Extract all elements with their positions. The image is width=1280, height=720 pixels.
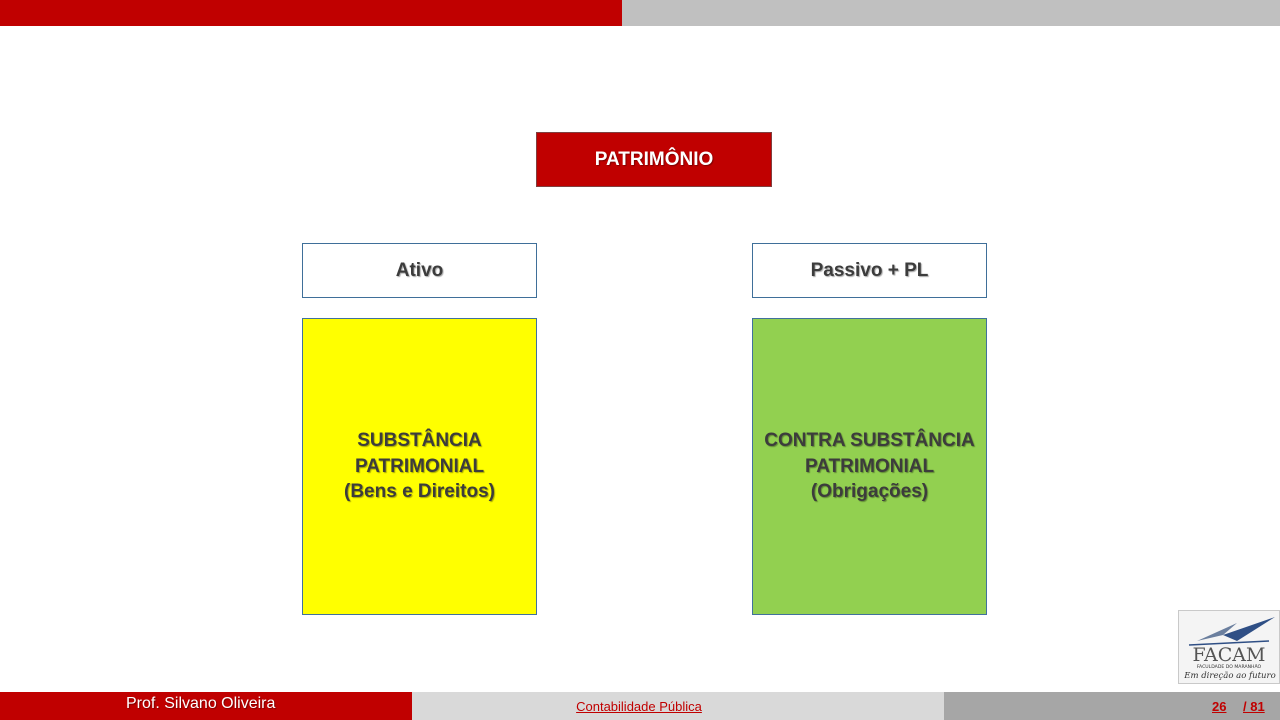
ativo-heading: Ativo <box>395 259 444 281</box>
contra-substancia-line-2: PATRIMONIAL <box>804 455 935 477</box>
substancia-box <box>302 318 537 615</box>
contra-substancia-line-3: (Obrigações) <box>810 481 929 503</box>
top-bar-gray <box>622 0 1280 26</box>
logo-tagline: Em direção ao futuro <box>1184 671 1276 681</box>
footer-author: Prof. Silvano Oliveira <box>126 695 276 712</box>
contra-substancia-line-1: CONTRA SUBSTÂNCIA <box>764 430 975 452</box>
passivo-heading: Passivo + PL <box>810 259 929 281</box>
ativo-heading-box <box>302 243 537 298</box>
facam-logo <box>1178 610 1280 684</box>
patrimonio-box <box>536 132 772 187</box>
footer-page-number: 26 <box>1212 699 1227 714</box>
footer-page-bar <box>944 692 1280 720</box>
top-bar-accent <box>0 0 622 26</box>
passivo-heading-box <box>752 243 987 298</box>
substancia-line-2: PATRIMONIAL <box>354 455 485 477</box>
logo-wordmark: FACAM <box>1192 644 1266 666</box>
emblem-sail-shape <box>1223 617 1275 641</box>
substancia-line-3: (Bens e Direitos) <box>344 481 495 503</box>
substancia-line-1: SUBSTÂNCIA <box>357 430 482 452</box>
contra-substancia-box <box>752 318 987 615</box>
footer-page-total: / 81 <box>1243 699 1265 714</box>
patrimonio-label: PATRIMÔNIO <box>594 148 714 170</box>
footer-course: Contabilidade Pública <box>576 699 702 714</box>
logo-subtitle: FACULDADE DO MARANHÃO <box>1196 665 1262 670</box>
